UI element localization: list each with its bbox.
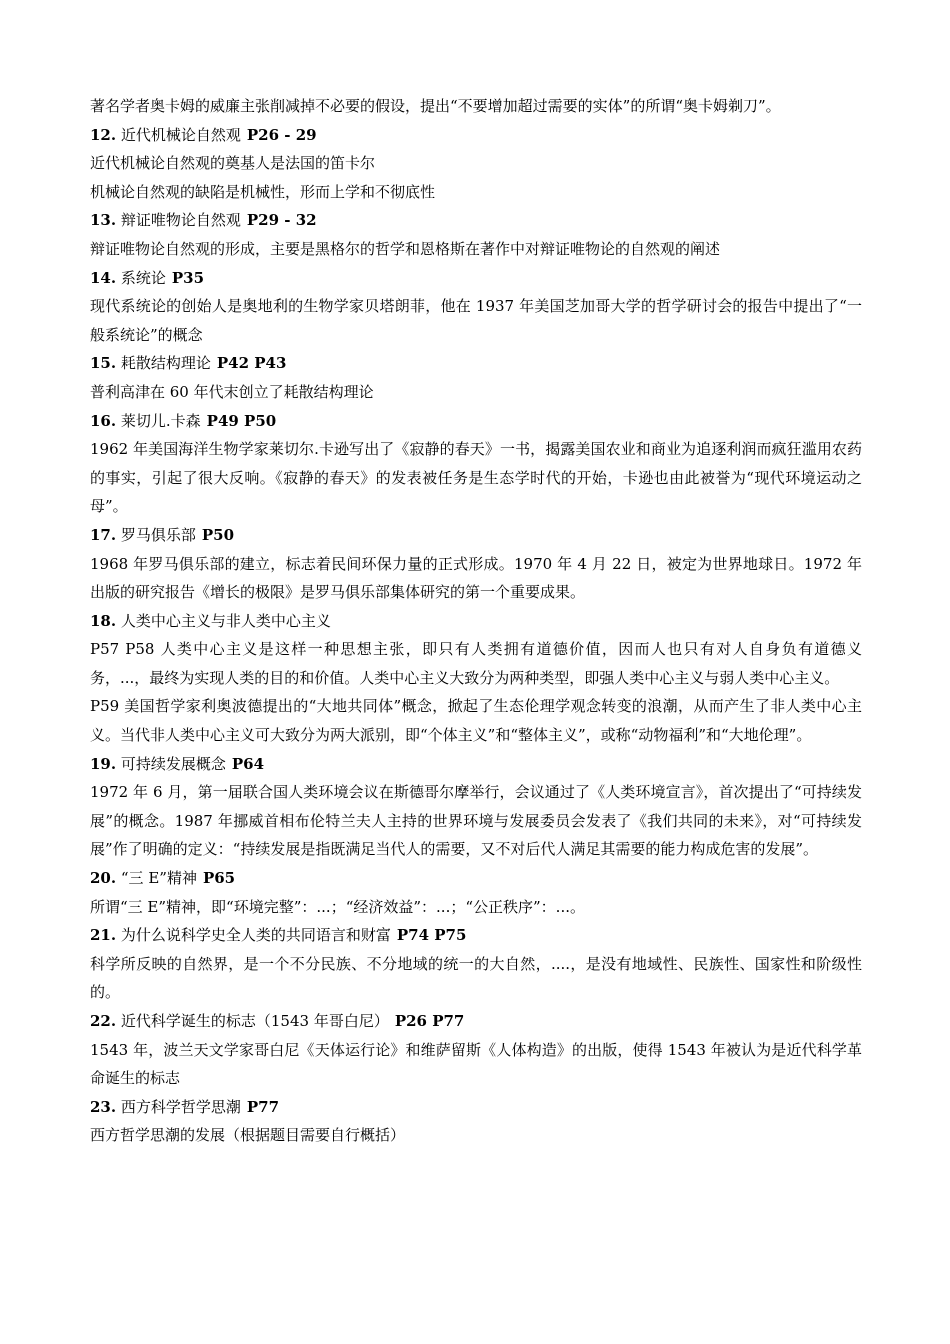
document-body (90, 92, 862, 1150)
section-number: 21. (90, 926, 117, 945)
page-reference: P77 (246, 1097, 280, 1116)
section-number: 12. (90, 125, 117, 144)
paragraph: 科学所反映的自然界，是一个不分民族、不分地域的统一的大自然，....，是没有地域性、民族性、国家性和阶级性的。 (90, 954, 862, 1002)
section-title: 系统论 (120, 268, 166, 287)
paragraph: 现代系统论的创始人是奥地利的生物学家贝塔朗菲，他在 1937 年美国芝加哥大学的哲学研讨会的报告中提出了“一般系统论”的概念 (90, 297, 862, 344)
page-reference: P64 (231, 754, 265, 773)
page-reference: P50 (201, 525, 235, 544)
section-title: 为什么说科学史全人类的共同语言和财富 (120, 926, 391, 945)
page-reference: P26 - 29 (246, 125, 317, 144)
section-title: 西方科学哲学思潮 (120, 1097, 241, 1116)
section-title: “三 E”精神 (120, 869, 197, 888)
section-number: 22. (90, 1012, 117, 1030)
section-number: 14. (90, 268, 117, 287)
section-number: 17. (90, 525, 117, 544)
page-reference: P65 (202, 869, 236, 888)
section-number: 20. (90, 869, 117, 888)
section-heading (90, 864, 862, 893)
page-reference: P49 P50 (206, 411, 277, 430)
section-heading (90, 206, 862, 235)
paragraph: 普利高津在 60 年代末创立了耗散结构理论 (90, 382, 374, 401)
section-number: 15. (90, 354, 117, 373)
paragraph: 近代机械论自然观的奠基人是法国的笛卡尔 (90, 154, 376, 173)
section-heading (90, 121, 862, 150)
paragraph: 西方哲学思潮的发展（根据题目需要自行概括） (90, 1126, 406, 1145)
section-heading (90, 521, 862, 550)
section-heading (90, 1093, 862, 1122)
page-reference: P42 P43 (216, 354, 287, 373)
section-heading (90, 349, 862, 378)
paragraph: 1962 年美国海洋生物学家莱切尔.卡逊写出了《寂静的春天》一书，揭露美国农业和商业为追逐利润而疯狂滥用农药的事实，引起了很大反响。《寂静的春天》的发表被任务是生态学时代的开始，卡逊也由此被誉为“现代环境运动之母”。 (90, 440, 862, 516)
section-title: 莱切儿.卡森 (120, 411, 201, 430)
page-reference: P29 - 32 (246, 211, 317, 230)
section-heading (90, 607, 862, 636)
section-title: 辩证唯物论自然观 (120, 211, 241, 230)
section-heading (90, 1007, 862, 1036)
paragraph: P59 美国哲学家利奥波德提出的“大地共同体”概念，掀起了生态伦理学观念转变的浪潮，从而产生了非人类中心主义。当代非人类中心主义可大致分为两大派别，即“个体主义”和“整体主义”，或称“动物福利”和“大地伦理”。 (90, 697, 862, 745)
paragraph: 著名学者奥卡姆的威廉主张削减掉不必要的假设，提出“不要增加超过需要的实体”的所谓“奥卡姆剃刀”。 (90, 97, 781, 115)
section-title: 近代科学诞生的标志（1543 年哥白尼） (120, 1012, 389, 1030)
paragraph: 辩证唯物论自然观的形成，主要是黑格尔的哲学和恩格斯在著作中对辩证唯物论的自然观的阐述 (90, 239, 721, 258)
paragraph: P57 P58 人类中心主义是这样一种思想主张，即只有人类拥有道德价值，因而人也只有对人自身负有道德义务，...，最终为实现人类的目的和价值。人类中心主义大致分为两种类型，即强人类中心主义与弱人类中心主义。 (90, 640, 862, 687)
section-heading (90, 264, 862, 293)
section-number: 19. (90, 754, 117, 773)
section-heading (90, 750, 862, 779)
section-number: 16. (90, 411, 117, 430)
paragraph: 1972 年 6 月，第一届联合国人类环境会议在斯德哥尔摩举行，会议通过了《人类环境宣言》，首次提出了“可持续发展”的概念。1987 年挪威首相布伦特兰夫人主持的世界环境与发展委员会发表了《我们共同的未来》，对“可持续发展”作了明确的定义：“持续发展是指既满足当代人的需要，又不对后代人满足其需要的能力构成危害的发展”。 (90, 783, 862, 859)
section-title: 罗马俱乐部 (120, 525, 196, 544)
page-reference: P74 P75 (396, 926, 467, 945)
paragraph: 1968 年罗马俱乐部的建立，标志着民间环保力量的正式形成。1970 年 4 月 22 日，被定为世界地球日。1972 年出版的研究报告《增长的极限》是罗马俱乐部集体研究的第一个重要成果。 (90, 554, 862, 602)
section-title: 近代机械论自然观 (120, 125, 241, 144)
section-heading (90, 921, 862, 950)
section-number: 23. (90, 1097, 117, 1116)
paragraph: 所谓“三 E”精神，即“环境完整”：...；“经济效益”：...；“公正秩序”：...。 (90, 897, 585, 916)
section-title: 可持续发展概念 (120, 754, 226, 773)
section-heading (90, 407, 862, 436)
section-number: 18. (90, 611, 117, 630)
section-number: 13. (90, 211, 117, 230)
page-reference: P35 (171, 268, 205, 287)
section-title: 耗散结构理论 (120, 354, 211, 373)
paragraph: 1543 年，波兰天文学家哥白尼《天体运行论》和维萨留斯《人体构造》的出版，使得 1543 年被认为是近代科学革命诞生的标志 (90, 1040, 862, 1088)
page-reference: P26 P77 (394, 1012, 465, 1030)
section-title: 人类中心主义与非人类中心主义 (120, 611, 331, 630)
paragraph: 机械论自然观的缺陷是机械性，形而上学和不彻底性 (90, 182, 436, 201)
